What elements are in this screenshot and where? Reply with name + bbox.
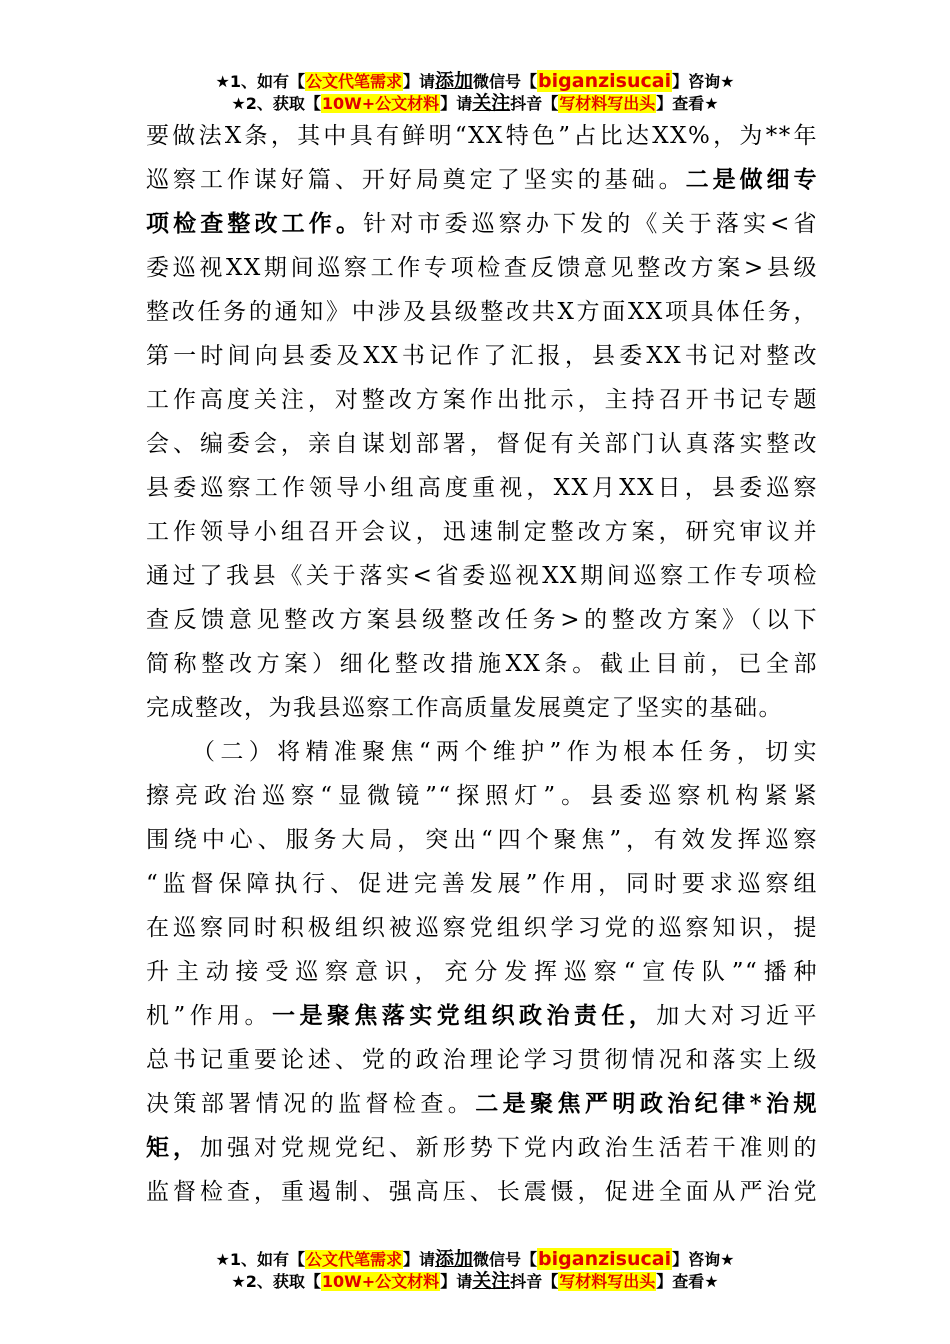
banner-emphasis: 添加: [435, 1248, 474, 1270]
banner-highlight: biganzisucai: [538, 1248, 672, 1270]
body-line: 监督检查，重遏制、强高压、长震慑，促进全面从严治党: [146, 1179, 818, 1205]
body-text: 加大对习近平: [656, 1003, 819, 1029]
banner-text: 抖音【: [510, 94, 559, 113]
banner-highlight: 公文代笔需求: [305, 1250, 402, 1269]
banner-highlight: 10W+公文材料: [321, 1272, 440, 1291]
banner-text: ★1、如有【: [215, 72, 305, 91]
header-banner: [0, 70, 950, 114]
body-bold-text: 项检查整改工作。: [146, 210, 364, 237]
body-line: 第一时间向县委及XX书记作了汇报，县委XX书记对整改: [146, 343, 818, 369]
body-text: 机”作用。: [146, 1003, 272, 1029]
banner-text: 】请: [403, 1250, 436, 1269]
body-line: “监督保障执行、促进完善发展”作用，同时要求巡察组: [146, 871, 818, 897]
banner-text: 微信号【: [473, 1250, 538, 1269]
banner-highlight: 公文代笔需求: [305, 72, 402, 91]
banner-text: 抖音【: [510, 1272, 559, 1291]
body-line: 整改任务的通知》中涉及县级整改共X方面XX项具体任务，: [146, 299, 818, 325]
banner-line-2: [0, 92, 950, 114]
body-bold-text: 二是做细专: [685, 166, 819, 193]
body-line: （二）将精准聚焦“两个维护”作为根本任务，切实: [192, 739, 818, 765]
banner-highlight: 写材料写出头: [559, 94, 656, 113]
body-line: 简称整改方案）细化整改措施XX条。截止目前，已全部: [146, 651, 818, 677]
footer-banner: [0, 1248, 950, 1292]
banner-line-2: [0, 1270, 950, 1292]
banner-text: ★2、获取【: [231, 1272, 321, 1291]
body-line: 通过了我县《关于落实<省委巡视XX期间巡察工作专项检: [146, 563, 818, 589]
banner-text: ★2、获取【: [231, 94, 321, 113]
body-line: 工作高度关注，对整改方案作出批示，主持召开书记专题: [146, 387, 818, 413]
body-text: 加强对党规党纪、新形势下党内政治生活若干准则的: [199, 1135, 819, 1161]
body-text: 巡察工作谋好篇、开好局奠定了坚实的基础。: [146, 167, 686, 193]
body-line: [146, 1126, 818, 1170]
body-line: 总书记重要论述、党的政治理论学习贯彻情况和落实上级: [146, 1047, 818, 1073]
body-bold-text: 二是聚焦严明政治纪律*治规: [475, 1090, 818, 1117]
banner-emphasis: 关注: [472, 92, 511, 114]
banner-emphasis: 关注: [472, 1270, 511, 1292]
body-bold-text: 矩，: [146, 1134, 200, 1161]
banner-highlight: 写材料写出头: [559, 1272, 656, 1291]
body-bold-text: 一是聚焦落实党组织政治责任，: [272, 1002, 657, 1029]
body-line: 围绕中心、服务大局，突出“四个聚焦”，有效发挥巡察: [146, 827, 818, 853]
banner-highlight: biganzisucai: [538, 70, 672, 92]
banner-text: 】请: [403, 72, 436, 91]
banner-text: 】查看★: [656, 94, 719, 113]
banner-text: 】请: [440, 1272, 473, 1291]
body-line: 查反馈意见整改方案县级整改任务>的整改方案》（以下: [146, 607, 818, 633]
body-line: 会、编委会，亲自谋划部署，督促有关部门认真落实整改: [146, 431, 818, 457]
body-line: 要做法X条，其中具有鲜明“XX特色”占比达XX%，为**年: [146, 123, 818, 149]
body-line: [146, 202, 818, 246]
banner-text: 】咨询★: [672, 72, 735, 91]
banner-text: 】咨询★: [672, 1250, 735, 1269]
banner-text: ★1、如有【: [215, 1250, 305, 1269]
banner-highlight: 10W+公文材料: [321, 94, 440, 113]
body-line: 在巡察同时积极组织被巡察党组织学习党的巡察知识，提: [146, 915, 818, 941]
body-line: [146, 158, 818, 202]
banner-text: 微信号【: [473, 72, 538, 91]
banner-line-1: [0, 70, 950, 92]
body-line: 县委巡察工作领导小组高度重视，XX月XX日，县委巡察: [146, 475, 818, 501]
body-line: 完成整改，为我县巡察工作高质量发展奠定了坚实的基础。: [146, 695, 783, 721]
document-body: [146, 114, 818, 1214]
body-text: 针对市委巡察办下发的《关于落实<省: [363, 211, 818, 237]
body-line: 委巡视XX期间巡察工作专项检查反馈意见整改方案>县级: [146, 255, 818, 281]
body-line: 擦亮政治巡察“显微镜”“探照灯”。县委巡察机构紧紧: [146, 783, 818, 809]
banner-text: 】请: [440, 94, 473, 113]
banner-text: 】查看★: [656, 1272, 719, 1291]
body-line: 升主动接受巡察意识，充分发挥巡察“宣传队”“播种: [146, 959, 818, 985]
body-text: 决策部署情况的监督检查。: [146, 1091, 476, 1117]
body-line: [146, 1082, 818, 1126]
banner-line-1: [0, 1248, 950, 1270]
banner-emphasis: 添加: [435, 70, 474, 92]
body-line: [146, 994, 818, 1038]
body-line: 工作领导小组召开会议，迅速制定整改方案，研究审议并: [146, 519, 818, 545]
